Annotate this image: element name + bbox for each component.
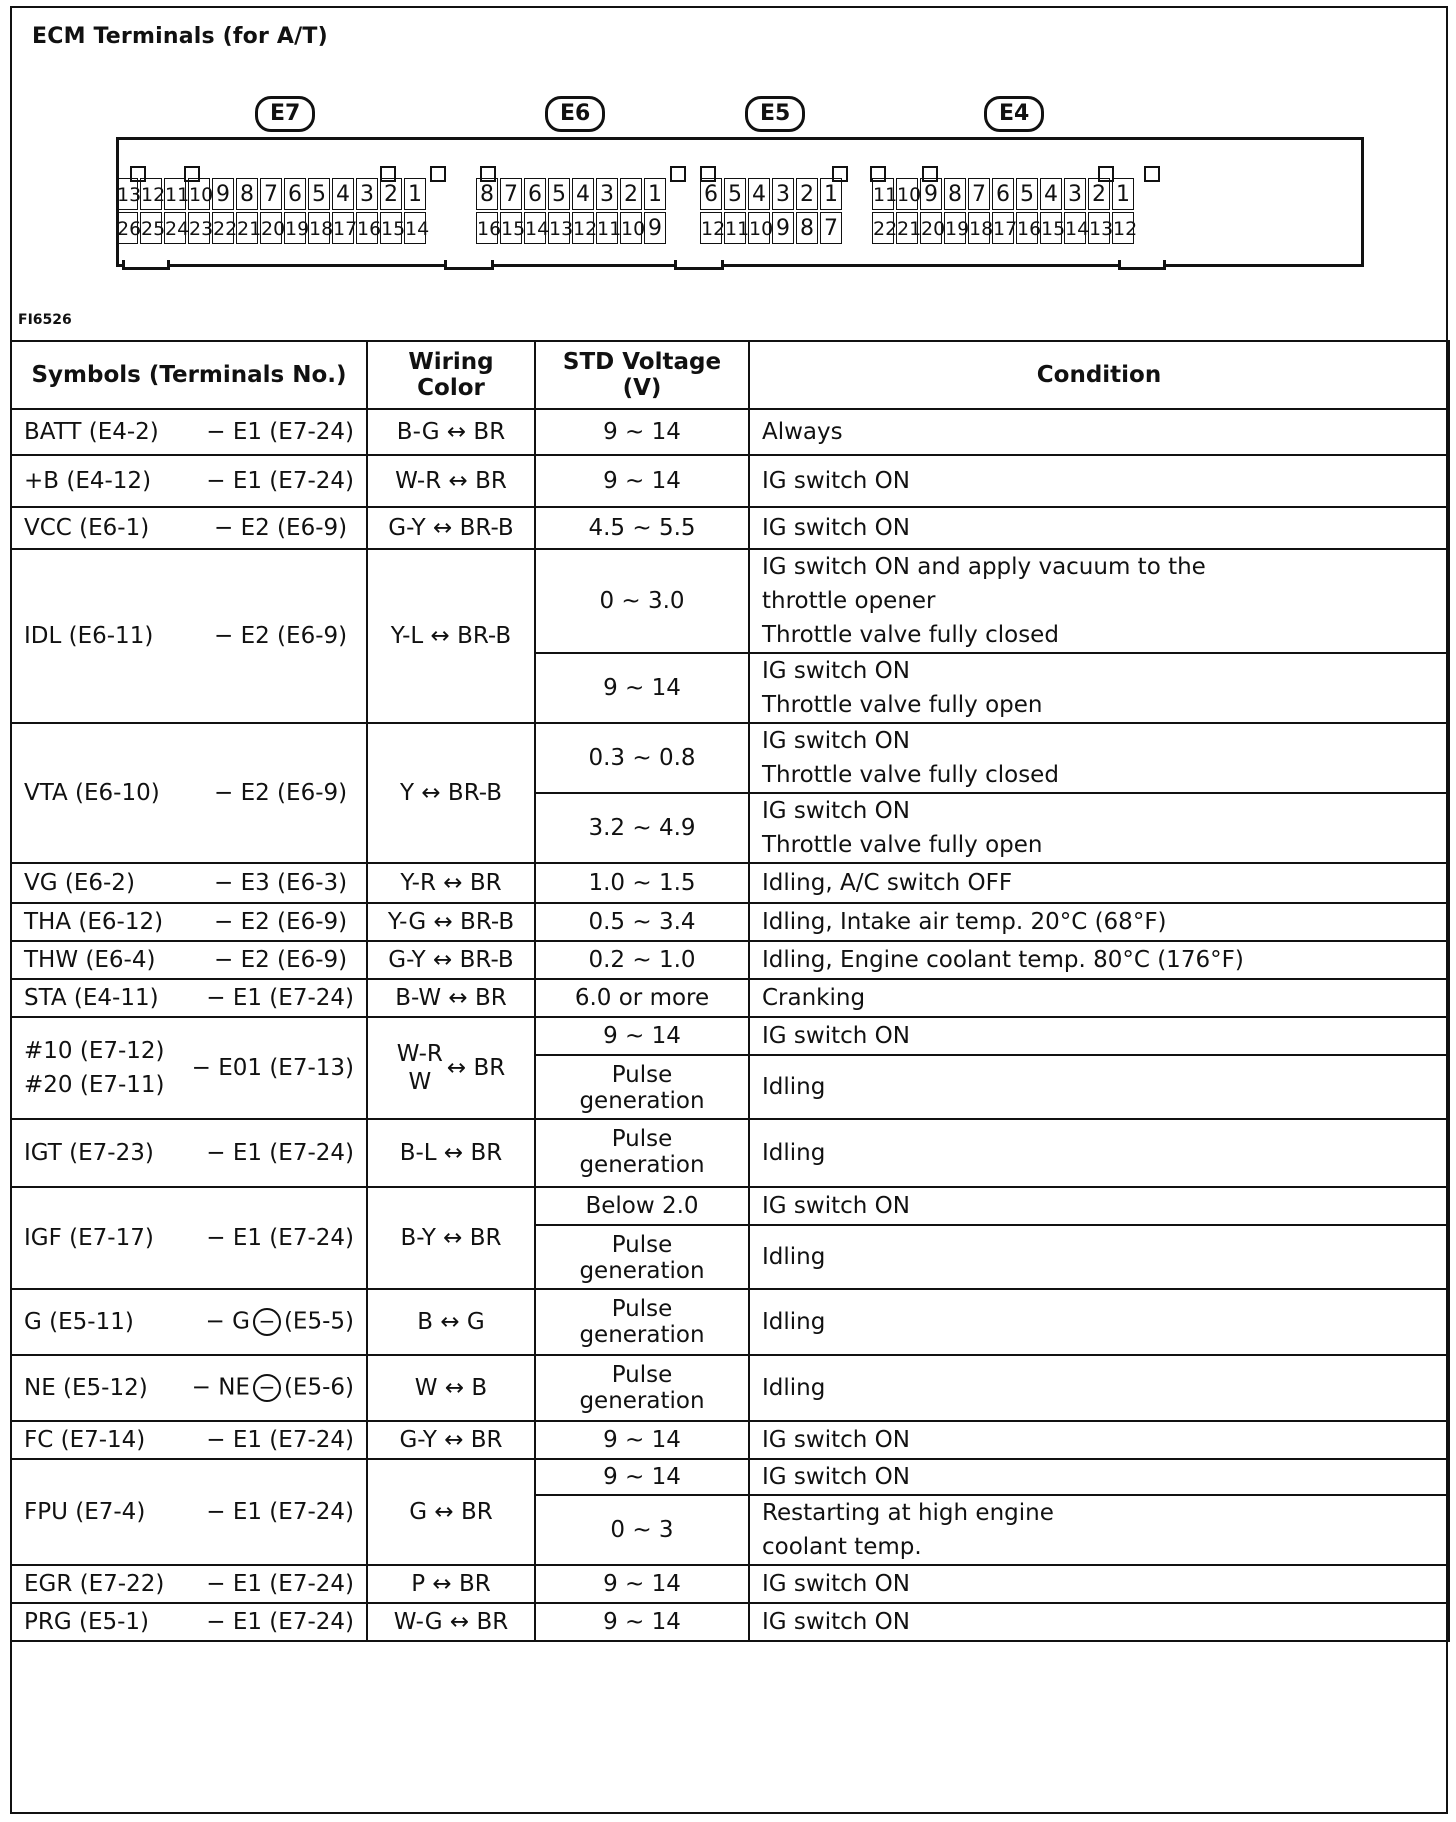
std-voltage-cell: 9 ∼ 14 bbox=[535, 1421, 749, 1459]
wiring-color-cell: B-W ↔ BR bbox=[367, 979, 535, 1017]
condition-cell bbox=[749, 1187, 1449, 1225]
connector-pin: 1 bbox=[820, 178, 842, 210]
condition-text: Always bbox=[762, 419, 843, 445]
wiring-color-cell: G-Y ↔ BR-B bbox=[367, 941, 535, 979]
ground-pin: (E5-5) bbox=[283, 1308, 354, 1335]
std-voltage-cell: 3.2 ∼ 4.9 bbox=[535, 793, 749, 863]
condition-cell bbox=[749, 863, 1449, 903]
terminal-symbol: THW (E6-4) bbox=[24, 947, 156, 973]
wiring-color-cell: W-G ↔ BR bbox=[367, 1603, 535, 1641]
connector-pin: 15 bbox=[500, 212, 522, 244]
connector-pin: 1 bbox=[1112, 178, 1134, 210]
std-voltage-cell: 0.5 ∼ 3.4 bbox=[535, 903, 749, 941]
connector-pin: 4 bbox=[572, 178, 594, 210]
std-voltage-cell: 9 ∼ 14 bbox=[535, 653, 749, 723]
condition-cell bbox=[749, 1017, 1449, 1055]
connector-pin: 5 bbox=[1016, 178, 1038, 210]
table-row bbox=[11, 549, 1449, 653]
condition-text: Throttle valve fully open bbox=[762, 692, 1043, 718]
wiring-color: W bbox=[408, 1069, 432, 1095]
condition-cell bbox=[749, 1459, 1449, 1495]
condition-text: Idling bbox=[762, 1074, 826, 1100]
table-row bbox=[11, 1421, 1449, 1459]
terminal-symbol: G (E5-11) bbox=[24, 1309, 134, 1335]
ground-terminal: − E1 (E7-24) bbox=[206, 419, 354, 445]
connector-pin: 6 bbox=[524, 178, 546, 210]
terminal-spec-table bbox=[10, 340, 1450, 1642]
connector-pin: 7 bbox=[260, 178, 282, 210]
connector-pin: 10 bbox=[896, 178, 918, 210]
condition-cell bbox=[749, 1603, 1449, 1641]
connector-pin: 11 bbox=[872, 178, 894, 210]
condition-cell bbox=[749, 979, 1449, 1017]
connector-pin: 8 bbox=[796, 212, 818, 244]
connector-pin: 6 bbox=[992, 178, 1014, 210]
ground-terminal: − E01 (E7-13) bbox=[191, 1055, 354, 1081]
connector-pin: 1 bbox=[644, 178, 666, 210]
condition-cell bbox=[749, 549, 1449, 653]
symbol-cell bbox=[11, 723, 367, 863]
ground-symbol: − G bbox=[205, 1308, 250, 1335]
condition-text: throttle opener bbox=[762, 588, 936, 614]
ground-terminal: − E1 (E7-24) bbox=[206, 468, 354, 494]
terminal-symbol: FPU (E7-4) bbox=[24, 1499, 146, 1525]
connector-pin: 10 bbox=[748, 212, 770, 244]
connector-pin: 9 bbox=[772, 212, 794, 244]
condition-cell bbox=[749, 1119, 1449, 1187]
std-voltage-cell: 6.0 or more bbox=[535, 979, 749, 1017]
symbol-cell bbox=[11, 941, 367, 979]
ground-terminal: − E2 (E6-9) bbox=[214, 515, 348, 541]
connector-pin: 25 bbox=[140, 212, 162, 244]
terminal-symbol: FC (E7-14) bbox=[24, 1427, 146, 1453]
connector-label-e6: E6 bbox=[545, 96, 605, 132]
table-row bbox=[11, 979, 1449, 1017]
connector-pin: 15 bbox=[1040, 212, 1062, 244]
std-voltage-cell: 9 ∼ 14 bbox=[535, 1565, 749, 1603]
condition-text: IG switch ON bbox=[762, 1464, 910, 1490]
ground-terminal: − E1 (E7-24) bbox=[206, 985, 354, 1011]
connector-pin: 4 bbox=[748, 178, 770, 210]
connector-pin: 13 bbox=[1088, 212, 1110, 244]
connector-pin: 14 bbox=[404, 212, 426, 244]
circled-minus-icon: − bbox=[253, 1308, 281, 1336]
std-voltage-cell: Pulse generation bbox=[535, 1289, 749, 1355]
condition-cell bbox=[749, 1225, 1449, 1289]
std-voltage-cell: 9 ∼ 14 bbox=[535, 1603, 749, 1641]
std-voltage-cell: Pulse generation bbox=[535, 1119, 749, 1187]
wiring-color-cell: Y-R ↔ BR bbox=[367, 863, 535, 903]
connector-pin: 11 bbox=[724, 212, 746, 244]
connector-pin: 4 bbox=[332, 178, 354, 210]
symbol-cell bbox=[11, 1603, 367, 1641]
ground-terminal: − E1 (E7-24) bbox=[206, 1571, 354, 1597]
connector-pin: 18 bbox=[968, 212, 990, 244]
connector-pin: 3 bbox=[596, 178, 618, 210]
condition-cell bbox=[749, 941, 1449, 979]
terminal-symbol: VG (E6-2) bbox=[24, 870, 135, 896]
connector-pin: 21 bbox=[896, 212, 918, 244]
terminal-symbol: EGR (E7-22) bbox=[24, 1571, 165, 1597]
ground-terminal: − E2 (E6-9) bbox=[214, 780, 348, 806]
condition-cell bbox=[749, 793, 1449, 863]
header-std-voltage: STD Voltage (V) bbox=[535, 341, 749, 409]
connector-pin: 19 bbox=[944, 212, 966, 244]
std-voltage-cell: 9 ∼ 14 bbox=[535, 1017, 749, 1055]
symbol-cell bbox=[11, 507, 367, 549]
connector-pin: 8 bbox=[944, 178, 966, 210]
page-title: ECM Terminals (for A/T) bbox=[32, 24, 328, 49]
std-voltage-cell: Pulse generation bbox=[535, 1225, 749, 1289]
condition-text: IG switch ON bbox=[762, 798, 910, 824]
connector-pin: 12 bbox=[700, 212, 722, 244]
symbol-cell bbox=[11, 1187, 367, 1289]
symbol-cell bbox=[11, 1355, 367, 1421]
connector-pin: 2 bbox=[796, 178, 818, 210]
connector-pin: 3 bbox=[1064, 178, 1086, 210]
condition-text: Idling bbox=[762, 1309, 826, 1335]
condition-text: Idling bbox=[762, 1244, 826, 1270]
table-row bbox=[11, 1459, 1449, 1495]
table-row bbox=[11, 409, 1449, 455]
terminal-symbol-line: #20 (E7-11) bbox=[24, 1072, 165, 1098]
terminal-symbol: +B (E4-12) bbox=[24, 468, 152, 494]
condition-cell bbox=[749, 1055, 1449, 1119]
condition-text: Cranking bbox=[762, 985, 866, 1011]
terminal-symbol bbox=[24, 1034, 192, 1102]
header-symbols: Symbols (Terminals No.) bbox=[11, 341, 367, 409]
terminal-symbol: VCC (E6-1) bbox=[24, 515, 150, 541]
connector-e5-pins bbox=[700, 178, 844, 246]
connector-label-e4: E4 bbox=[984, 96, 1044, 132]
table-row bbox=[11, 1289, 1449, 1355]
connector-pin: 3 bbox=[356, 178, 378, 210]
ground-terminal bbox=[206, 1308, 354, 1336]
symbol-cell bbox=[11, 1119, 367, 1187]
connector-pin: 6 bbox=[284, 178, 306, 210]
std-voltage-cell: Pulse generation bbox=[535, 1055, 749, 1119]
connector-pin: 8 bbox=[236, 178, 258, 210]
wiring-color-cell: B-Y ↔ BR bbox=[367, 1187, 535, 1289]
wiring-color-cell: B-G ↔ BR bbox=[367, 409, 535, 455]
wiring-color-cell: G-Y ↔ BR bbox=[367, 1421, 535, 1459]
connector-pin: 12 bbox=[572, 212, 594, 244]
condition-text: Idling, Engine coolant temp. 80°C (176°F) bbox=[762, 947, 1244, 973]
connector-pin: 16 bbox=[356, 212, 378, 244]
connector-pin: 5 bbox=[548, 178, 570, 210]
connector-pin: 12 bbox=[1112, 212, 1134, 244]
condition-cell bbox=[749, 1565, 1449, 1603]
connector-pin: 20 bbox=[260, 212, 282, 244]
terminal-symbol: NE (E5-12) bbox=[24, 1375, 148, 1401]
connector-pin: 22 bbox=[212, 212, 234, 244]
condition-cell bbox=[749, 723, 1449, 793]
wiring-arrow: ↔ BR bbox=[446, 1054, 506, 1081]
condition-text: Restarting at high engine bbox=[762, 1500, 1054, 1526]
connector-pin: 14 bbox=[1064, 212, 1086, 244]
symbol-cell bbox=[11, 1017, 367, 1119]
wiring-color-cell: B ↔ G bbox=[367, 1289, 535, 1355]
connector-pin: 18 bbox=[308, 212, 330, 244]
connector-pin: 9 bbox=[920, 178, 942, 210]
table-header-row bbox=[11, 341, 1449, 409]
ground-terminal: − E2 (E6-9) bbox=[214, 947, 348, 973]
connector-pin: 7 bbox=[500, 178, 522, 210]
connector-pin: 1 bbox=[404, 178, 426, 210]
condition-text: IG switch ON bbox=[762, 515, 910, 541]
wiring-color-cell: W ↔ B bbox=[367, 1355, 535, 1421]
symbol-cell bbox=[11, 1289, 367, 1355]
symbol-cell bbox=[11, 455, 367, 507]
connector-pin: 6 bbox=[700, 178, 722, 210]
symbol-cell bbox=[11, 1565, 367, 1603]
condition-cell bbox=[749, 653, 1449, 723]
wiring-color-cell: B-L ↔ BR bbox=[367, 1119, 535, 1187]
connector-pin: 11 bbox=[596, 212, 618, 244]
symbol-cell bbox=[11, 409, 367, 455]
condition-cell bbox=[749, 1421, 1449, 1459]
condition-text: Idling, A/C switch OFF bbox=[762, 870, 1013, 896]
connector-pin: 5 bbox=[724, 178, 746, 210]
table-row bbox=[11, 941, 1449, 979]
connector-pin: 24 bbox=[164, 212, 186, 244]
std-voltage-cell: Pulse generation bbox=[535, 1355, 749, 1421]
connector-e7-pins bbox=[116, 178, 428, 246]
ground-terminal: − E3 (E6-3) bbox=[214, 870, 348, 896]
connector-pin: 22 bbox=[872, 212, 894, 244]
table-row bbox=[11, 507, 1449, 549]
connector-pin: 14 bbox=[524, 212, 546, 244]
ground-terminal: − E1 (E7-24) bbox=[206, 1609, 354, 1635]
terminal-symbol: IDL (E6-11) bbox=[24, 623, 154, 649]
connector-pin: 2 bbox=[380, 178, 402, 210]
terminal-symbol-line: #10 (E7-12) bbox=[24, 1038, 165, 1064]
connector-pin: 17 bbox=[332, 212, 354, 244]
connector-e6-pins bbox=[476, 178, 668, 246]
connector-pin: 10 bbox=[188, 178, 210, 210]
condition-text: IG switch ON bbox=[762, 1427, 910, 1453]
wiring-color-cell: G ↔ BR bbox=[367, 1459, 535, 1565]
connector-pin: 3 bbox=[772, 178, 794, 210]
condition-text: Idling bbox=[762, 1140, 826, 1166]
connector-pin: 9 bbox=[644, 212, 666, 244]
condition-text: IG switch ON bbox=[762, 1023, 910, 1049]
connector-pin: 2 bbox=[620, 178, 642, 210]
condition-cell bbox=[749, 409, 1449, 455]
terminal-symbol: IGT (E7-23) bbox=[24, 1140, 154, 1166]
connector-label-e5: E5 bbox=[745, 96, 805, 132]
ground-terminal: − E1 (E7-24) bbox=[206, 1140, 354, 1166]
circled-minus-icon: − bbox=[253, 1374, 281, 1402]
ground-terminal: − E2 (E6-9) bbox=[214, 909, 348, 935]
connector-pin: 13 bbox=[548, 212, 570, 244]
connector-pin: 15 bbox=[380, 212, 402, 244]
condition-text: Throttle valve fully open bbox=[762, 832, 1043, 858]
connector-pin: 16 bbox=[476, 212, 498, 244]
wiring-color-cell: W-R ↔ BR bbox=[367, 455, 535, 507]
condition-text: IG switch ON bbox=[762, 468, 910, 494]
std-voltage-cell: 0 ∼ 3 bbox=[535, 1495, 749, 1565]
table-row bbox=[11, 1603, 1449, 1641]
connector-pin: 11 bbox=[164, 178, 186, 210]
ground-symbol: − NE bbox=[191, 1374, 250, 1401]
header-condition: Condition bbox=[749, 341, 1449, 409]
table-row bbox=[11, 903, 1449, 941]
condition-text: Throttle valve fully closed bbox=[762, 762, 1059, 788]
connector-e4-pins bbox=[872, 178, 1136, 246]
document-page bbox=[10, 6, 1446, 1812]
ground-pin: (E5-6) bbox=[283, 1374, 354, 1401]
connector-pin: 2 bbox=[1088, 178, 1110, 210]
std-voltage-cell: 0.3 ∼ 0.8 bbox=[535, 723, 749, 793]
terminal-symbol: THA (E6-12) bbox=[24, 909, 164, 935]
condition-text: IG switch ON bbox=[762, 1571, 910, 1597]
ground-terminal: − E1 (E7-24) bbox=[206, 1427, 354, 1453]
ground-terminal bbox=[192, 1374, 354, 1402]
condition-text: IG switch ON bbox=[762, 728, 910, 754]
wiring-color-cell: P ↔ BR bbox=[367, 1565, 535, 1603]
std-voltage-cell: 0 ∼ 3.0 bbox=[535, 549, 749, 653]
table-row bbox=[11, 1187, 1449, 1225]
symbol-cell bbox=[11, 549, 367, 723]
std-voltage-cell: 1.0 ∼ 1.5 bbox=[535, 863, 749, 903]
condition-cell bbox=[749, 507, 1449, 549]
std-voltage-cell: 9 ∼ 14 bbox=[535, 409, 749, 455]
connector-pin: 19 bbox=[284, 212, 306, 244]
condition-text: IG switch ON bbox=[762, 658, 910, 684]
connector-pin: 8 bbox=[476, 178, 498, 210]
symbol-cell bbox=[11, 863, 367, 903]
condition-cell bbox=[749, 1495, 1449, 1565]
symbol-cell bbox=[11, 979, 367, 1017]
connector-pin: 20 bbox=[920, 212, 942, 244]
ground-terminal: − E2 (E6-9) bbox=[214, 623, 348, 649]
connector-pin: 7 bbox=[968, 178, 990, 210]
wiring-color-cell: G-Y ↔ BR-B bbox=[367, 507, 535, 549]
symbol-cell bbox=[11, 903, 367, 941]
header-wiring-color: Wiring Color bbox=[367, 341, 535, 409]
terminal-symbol: BATT (E4-2) bbox=[24, 419, 159, 445]
condition-text: coolant temp. bbox=[762, 1534, 922, 1560]
connector-pin: 16 bbox=[1016, 212, 1038, 244]
table-row bbox=[11, 1565, 1449, 1603]
condition-text: IG switch ON bbox=[762, 1193, 910, 1219]
std-voltage-cell: 9 ∼ 14 bbox=[535, 1459, 749, 1495]
wiring-color-stack bbox=[397, 1040, 443, 1096]
wiring-color-cell: Y-G ↔ BR-B bbox=[367, 903, 535, 941]
table-row bbox=[11, 455, 1449, 507]
table-row bbox=[11, 863, 1449, 903]
connector-pin: 7 bbox=[820, 212, 842, 244]
connector-label-e7: E7 bbox=[255, 96, 315, 132]
terminal-symbol: PRG (E5-1) bbox=[24, 1609, 150, 1635]
connector-pin: 23 bbox=[188, 212, 210, 244]
table-row bbox=[11, 1017, 1449, 1055]
condition-text: Idling bbox=[762, 1375, 826, 1401]
condition-text: Throttle valve fully closed bbox=[762, 622, 1059, 648]
ground-terminal: − E1 (E7-24) bbox=[206, 1499, 354, 1525]
connector-pin: 9 bbox=[212, 178, 234, 210]
connector-pin: 4 bbox=[1040, 178, 1062, 210]
condition-cell bbox=[749, 1355, 1449, 1421]
terminal-symbol: IGF (E7-17) bbox=[24, 1225, 154, 1251]
connector-pin: 13 bbox=[116, 178, 138, 210]
wiring-color-cell bbox=[367, 1017, 535, 1119]
ground-terminal: − E1 (E7-24) bbox=[206, 1225, 354, 1251]
connector-pin: 5 bbox=[308, 178, 330, 210]
connector-pin: 21 bbox=[236, 212, 258, 244]
condition-text: IG switch ON bbox=[762, 1609, 910, 1635]
std-voltage-cell: Below 2.0 bbox=[535, 1187, 749, 1225]
connector-pin: 26 bbox=[116, 212, 138, 244]
table-row bbox=[11, 723, 1449, 793]
table-row bbox=[11, 1119, 1449, 1187]
wiring-color-cell: Y ↔ BR-B bbox=[367, 723, 535, 863]
terminal-symbol: VTA (E6-10) bbox=[24, 780, 160, 806]
condition-cell bbox=[749, 455, 1449, 507]
std-voltage-cell: 9 ∼ 14 bbox=[535, 455, 749, 507]
std-voltage-cell: 0.2 ∼ 1.0 bbox=[535, 941, 749, 979]
condition-cell bbox=[749, 903, 1449, 941]
connector-pin: 12 bbox=[140, 178, 162, 210]
symbol-cell bbox=[11, 1459, 367, 1565]
condition-cell bbox=[749, 1289, 1449, 1355]
table-row bbox=[11, 1355, 1449, 1421]
wiring-color: W-R bbox=[396, 1041, 443, 1067]
connector-pin: 10 bbox=[620, 212, 642, 244]
wiring-color-cell: Y-L ↔ BR-B bbox=[367, 549, 535, 723]
std-voltage-cell: 4.5 ∼ 5.5 bbox=[535, 507, 749, 549]
connector-pin: 17 bbox=[992, 212, 1014, 244]
figure-id: FI6526 bbox=[18, 312, 72, 328]
condition-text: Idling, Intake air temp. 20°C (68°F) bbox=[762, 909, 1167, 935]
symbol-cell bbox=[11, 1421, 367, 1459]
condition-text: IG switch ON and apply vacuum to the bbox=[762, 554, 1206, 580]
terminal-symbol: STA (E4-11) bbox=[24, 985, 159, 1011]
